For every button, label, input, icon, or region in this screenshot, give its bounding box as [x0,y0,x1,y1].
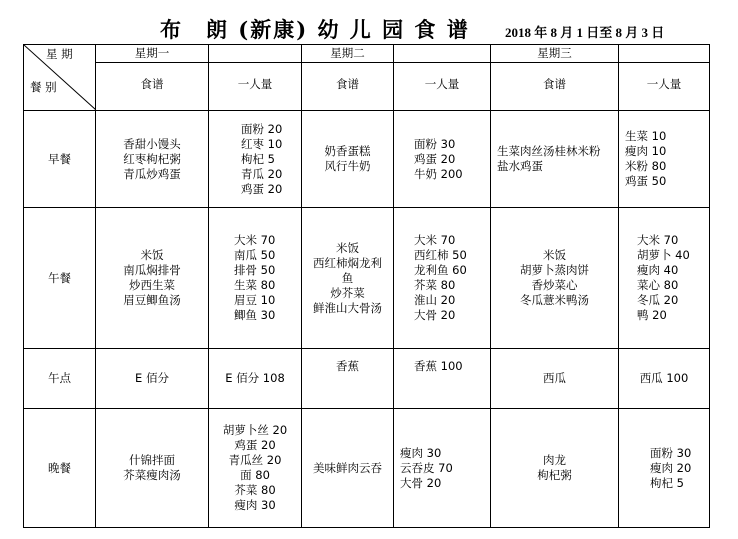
subheader-menu: 食谱 [491,63,619,111]
amount-item: 鸡蛋 20 [234,438,276,452]
amount-item: 瘦肉 40 [637,263,679,277]
corner-week-label: 星 期 [46,47,73,61]
amount-cell [619,349,710,409]
meal-name: 晚餐 [24,409,96,528]
page-header [0,0,738,46]
subheader-amount: 一人量 [619,63,710,111]
menu-item: 芥菜瘦肉汤 [123,468,181,482]
menu-item: 米饭 [543,248,566,262]
amount-item: 大骨 20 [414,308,456,322]
menu-item: 红枣枸杞粥 [123,151,181,166]
menu-item: 枸杞粥 [537,468,572,482]
amount-item: 瘦肉 20 [650,460,692,475]
amount-item: 瘦肉 30 [400,445,442,460]
menu-table [23,44,710,528]
amount-item: 胡萝卜丝 20 [222,423,288,437]
day-header-mon: 星期一 [96,45,209,63]
menu-cell [491,349,619,409]
menu-cell [96,409,209,528]
amount-item: 青瓜丝 20 [228,453,282,467]
amount-item: 淮山 20 [414,293,456,307]
meal-row-breakfast [24,111,710,208]
day-header-wed-blank [619,45,710,63]
header-row-days [24,45,710,63]
amount-item: 生菜 80 [234,278,276,292]
amount-item: 西红柿 50 [414,248,467,262]
amount-item: 冬瓜 20 [637,293,679,307]
menu-item: 奶香蛋糕 [324,144,371,158]
amount-cell [209,409,302,528]
menu-cell [491,409,619,528]
amount-item: 云吞皮 70 [400,460,453,475]
amount-cell [619,409,710,528]
amount-item: 生菜 10 [625,129,667,143]
header-row-sub [24,63,710,111]
amount-item: 大米 70 [414,233,456,247]
menu-item: 冬瓜薏米鸭汤 [520,293,589,307]
amount-cell [209,349,302,409]
amount-item: 胡萝卜 40 [637,248,690,262]
menu-cell [491,208,619,349]
amount-item: 牛奶 200 [414,166,463,181]
menu-cell [302,111,394,208]
menu-item: 鲜淮山大骨汤 [313,300,382,315]
corner-meal-label: 餐 别 [30,80,57,94]
amount-item: 排骨 50 [234,263,276,277]
amount-item: 大米 70 [637,233,679,247]
day-header-wed: 星期三 [491,45,619,63]
amount-item: 面粉 30 [414,136,456,151]
amount-item: E 佰分 108 [225,371,285,385]
amount-item: 大米 70 [234,233,276,247]
menu-item: 美味鲜肉云吞 [313,460,382,475]
menu-item: 炒西生菜 [129,278,175,292]
menu-cell [96,111,209,208]
day-header-tue-blank [394,45,491,63]
menu-item: 炒芥菜 [330,285,365,300]
meal-row-dinner [24,409,710,528]
subheader-menu: 食谱 [96,63,209,111]
menu-item: 青瓜炒鸡蛋 [123,166,181,181]
date-range: 2018 年 8 月 1 日至 8 月 3 日 [505,25,665,40]
amount-cell [619,208,710,349]
menu-item: 风行牛奶 [324,159,371,173]
corner-cell [24,45,96,111]
menu-item: E 佰分 [135,371,169,385]
menu-item: 西红柿焖龙利 [313,255,382,270]
menu-cell [96,208,209,349]
amount-item: 枸杞 5 [650,475,684,490]
amount-item: 香蕉 100 [414,359,463,373]
meal-name: 午点 [24,349,96,409]
menu-item: 鱼 [341,270,354,285]
menu-item: 米饭 [140,248,164,262]
amount-cell [209,111,302,208]
menu-item: 南瓜焖排骨 [123,263,181,277]
menu-cell [302,349,394,409]
amount-item: 面 80 [240,468,270,482]
menu-cell [96,349,209,409]
menu-item: 米饭 [336,240,359,255]
menu-item: 香蕉 [336,359,359,373]
amount-item: 鸭 20 [637,308,667,322]
menu-item: 西瓜 [543,371,566,385]
amount-cell [209,208,302,349]
amount-item: 米粉 80 [625,159,667,173]
amount-item: 菜心 80 [637,278,679,292]
meal-name: 午餐 [24,208,96,349]
amount-item: 红枣 10 [241,136,283,151]
amount-item: 龙利鱼 60 [414,263,467,277]
meal-row-snack [24,349,710,409]
amount-item: 鸡蛋 20 [241,181,283,196]
menu-item: 眉豆鲫鱼汤 [123,293,181,307]
subheader-menu: 食谱 [302,63,394,111]
amount-cell [394,349,491,409]
menu-item: 盐水鸡蛋 [497,159,543,173]
menu-item: 香甜小馒头 [123,136,181,151]
menu-item: 什锦拌面 [129,453,175,467]
menu-item: 生菜肉丝汤桂林米粉 [497,144,601,158]
menu-item: 香炒菜心 [531,278,578,292]
menu-cell [491,111,619,208]
amount-item: 枸杞 5 [241,151,275,166]
day-header-tue: 星期二 [302,45,394,63]
amount-item: 芥菜 80 [234,483,276,497]
day-header-mon-blank [209,45,302,63]
page-title: 布 朗 (新康) 幼 儿 园 食 谱 [160,17,470,42]
amount-item: 眉豆 10 [234,293,276,307]
subheader-amount: 一人量 [394,63,491,111]
menu-item: 肉龙 [543,453,566,467]
amount-item: 芥菜 80 [414,278,456,292]
amount-cell [394,208,491,349]
amount-item: 鸡蛋 50 [625,174,667,188]
menu-cell [302,208,394,349]
meal-row-lunch [24,208,710,349]
amount-item: 鸡蛋 20 [414,151,456,166]
amount-item: 瘦肉 30 [234,498,276,512]
amount-cell [394,111,491,208]
amount-item: 大骨 20 [400,475,442,490]
amount-cell [619,111,710,208]
amount-item: 西瓜 100 [639,371,689,385]
amount-item: 面粉 30 [650,445,692,460]
amount-item: 南瓜 50 [234,248,276,262]
meal-name: 早餐 [24,111,96,208]
amount-item: 面粉 20 [241,121,283,136]
subheader-amount: 一人量 [209,63,302,111]
amount-item: 瘦肉 10 [625,144,667,158]
amount-cell [394,409,491,528]
menu-item: 胡萝卜蒸肉饼 [520,263,589,277]
menu-cell [302,409,394,528]
amount-item: 鲫鱼 30 [234,308,276,322]
amount-item: 青瓜 20 [241,166,283,181]
